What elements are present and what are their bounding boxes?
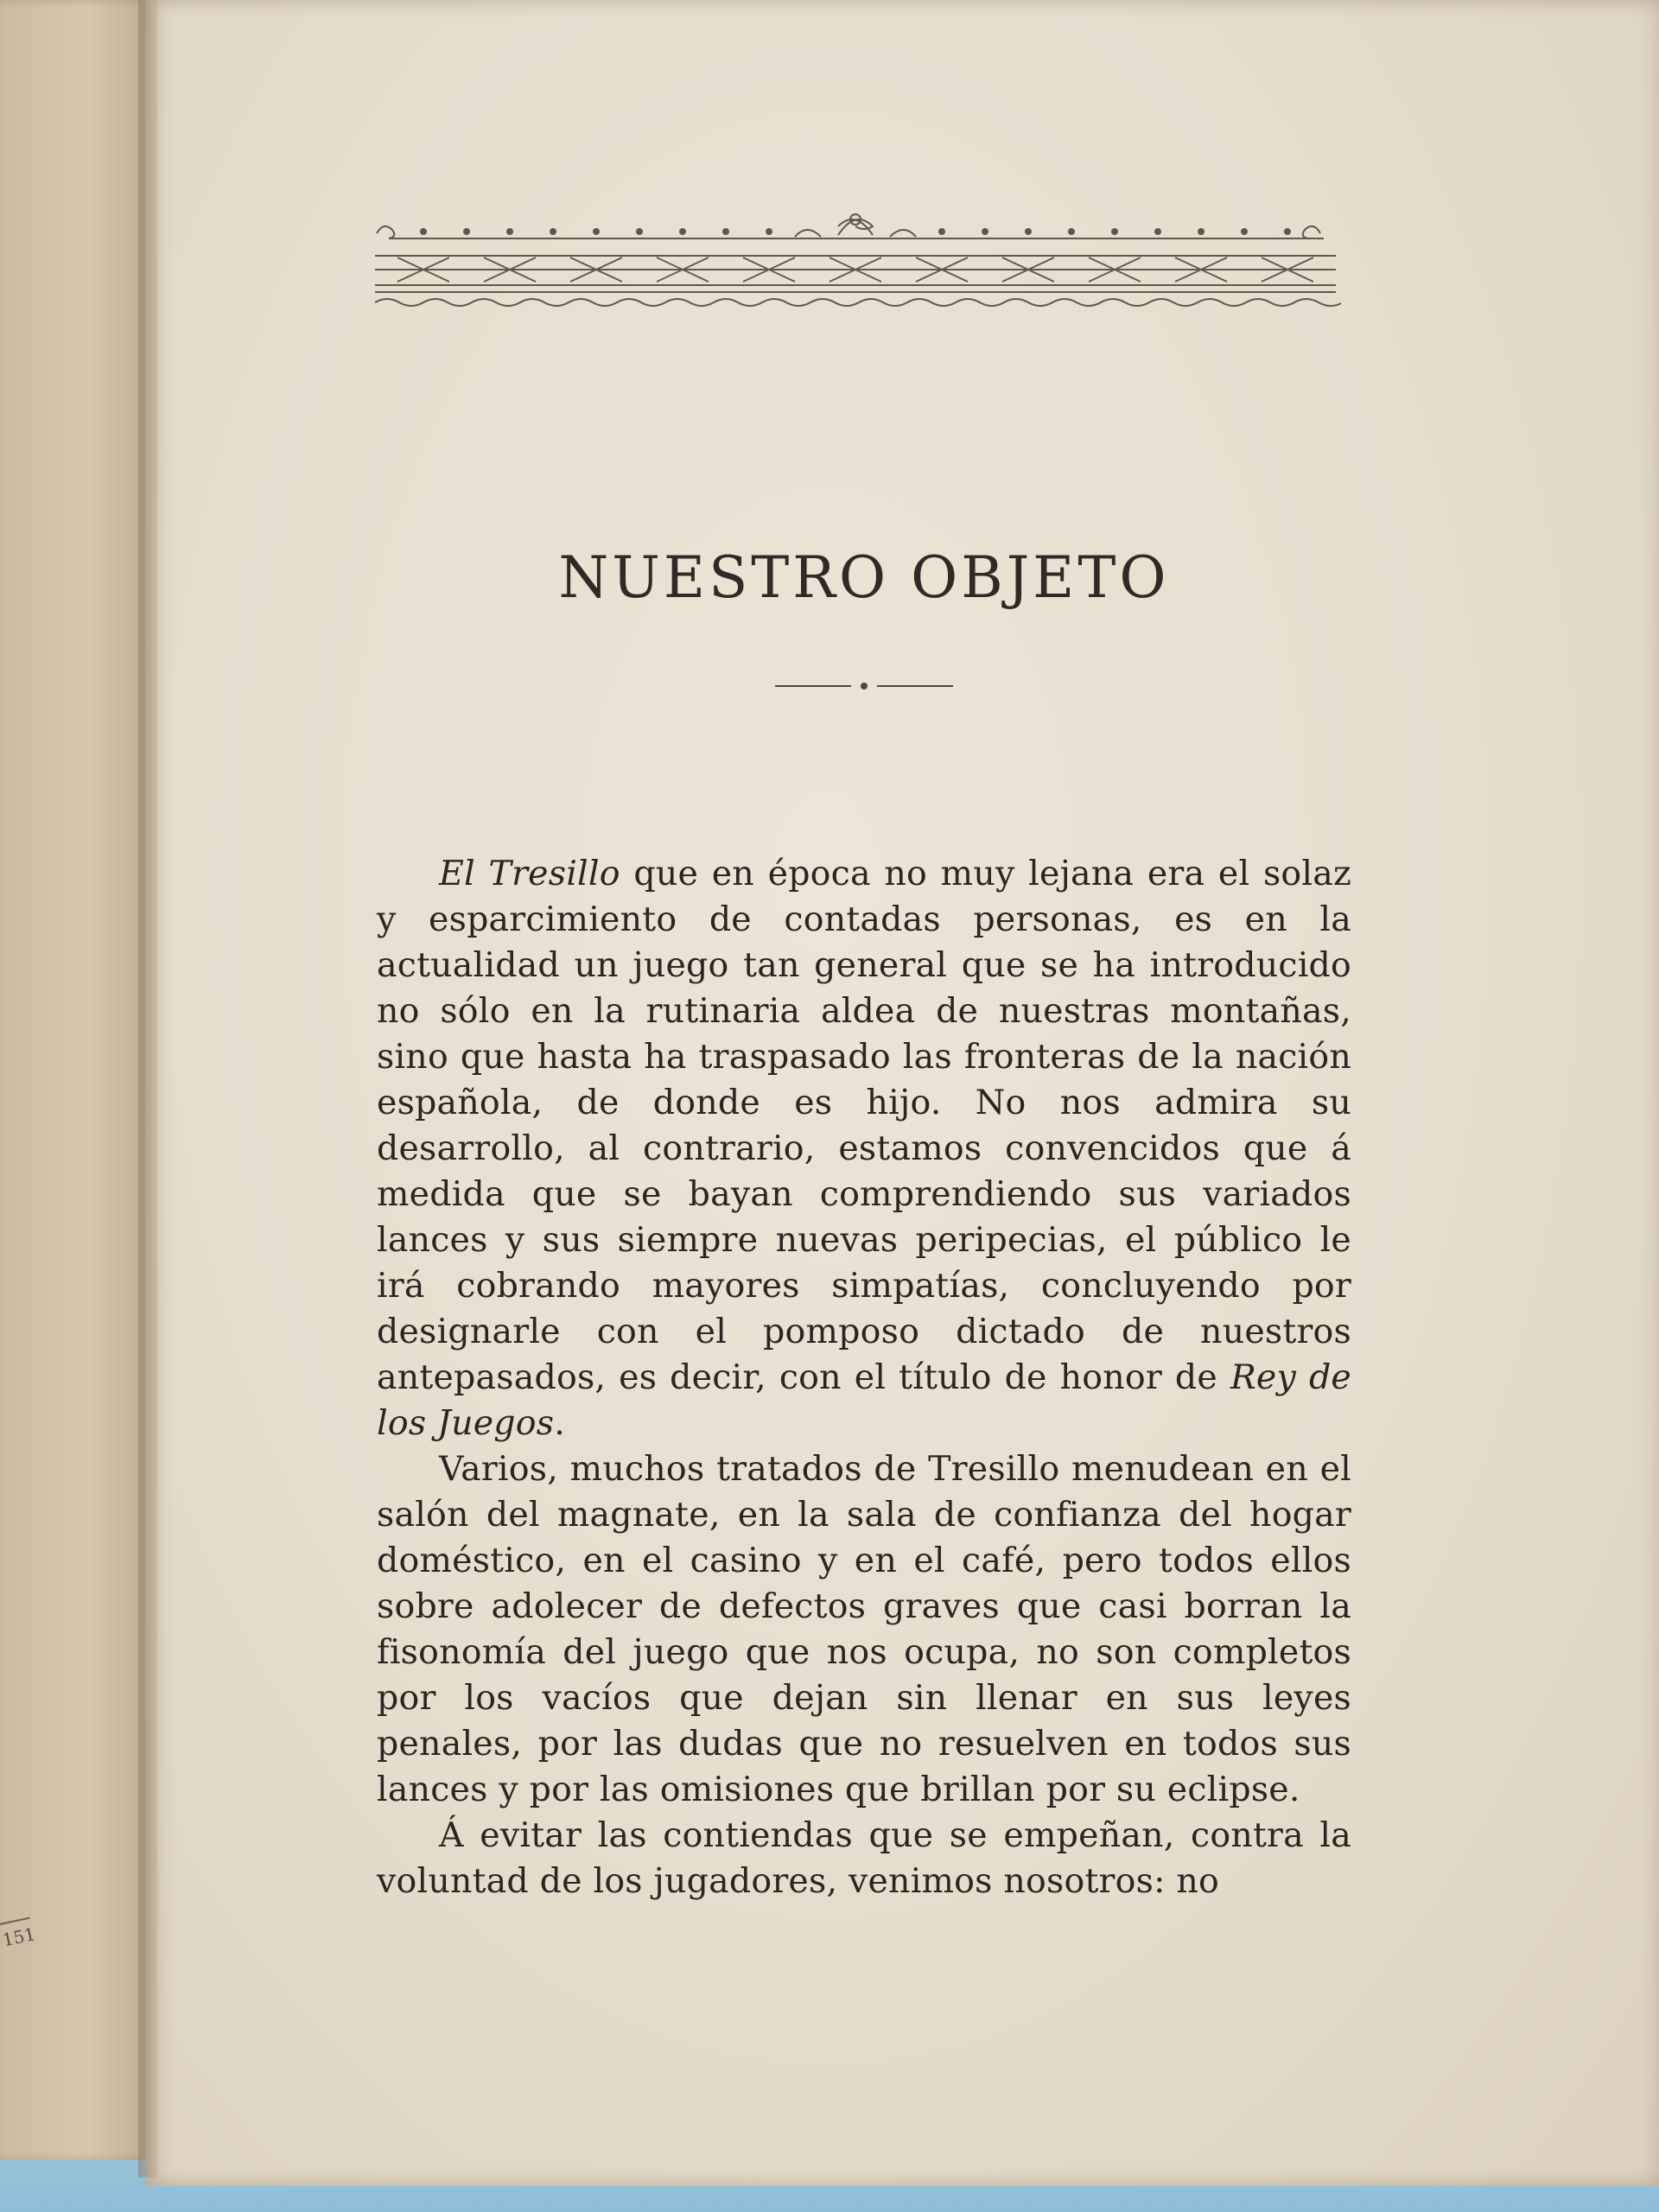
left-page bbox=[0, 0, 149, 2160]
book-gutter bbox=[138, 0, 157, 2177]
body-text bbox=[377, 851, 1351, 1904]
page-number: 151 bbox=[0, 1917, 35, 1951]
decorative-header-ornament bbox=[372, 200, 1341, 313]
paragraph-2: Varios, muchos tratados de Tresillo menudean en el salón del magnate, en la sala de confianza del hogar doméstico, en el casino y en el café, pero todos ellos sobre adolecer de defectos graves que casi borran la fisonomía del juego que nos ocupa, no son completos por los vacíos que dejan sin llenar en sus leyes penales, por las dudas que no resuelven en todos sus lances y por las omisiones que brillan por su eclipse. bbox=[377, 1449, 1351, 1809]
paragraph-3: Á evitar las contiendas que se empeñan, contra la voluntad de los jugadores, venimos nosotros: no bbox=[377, 1815, 1351, 1901]
paragraph-1-period: . bbox=[554, 1403, 565, 1443]
book-title-italic: El Tresillo bbox=[439, 854, 620, 893]
paragraph-1 bbox=[377, 851, 1351, 1446]
title-divider bbox=[773, 679, 955, 693]
epithet-italic: Rey de los Juegos bbox=[377, 1357, 1352, 1443]
chapter-title: NUESTRO OBJETO bbox=[558, 544, 1170, 611]
paragraph-1-text: que en época no muy lejana era el solaz y esparcimiento de contadas personas, es en la actualidad un juego tan general que se ha introducido no sólo en la rutinaria aldea de nuestras montañas, sino que hasta ha traspasado las fronteras de la nación española, de donde es hijo. No nos admira su desarrollo, al contrario, estamos convencidos que á medida que se bayan comprendiendo sus variados lances y sus siempre nuevas peripecias, el público le irá cobrando mayores simpatías, concluyendo por designarle con el pomposo dictado de nuestros antepasados, es decir, con el título de honor de bbox=[377, 854, 1352, 1397]
